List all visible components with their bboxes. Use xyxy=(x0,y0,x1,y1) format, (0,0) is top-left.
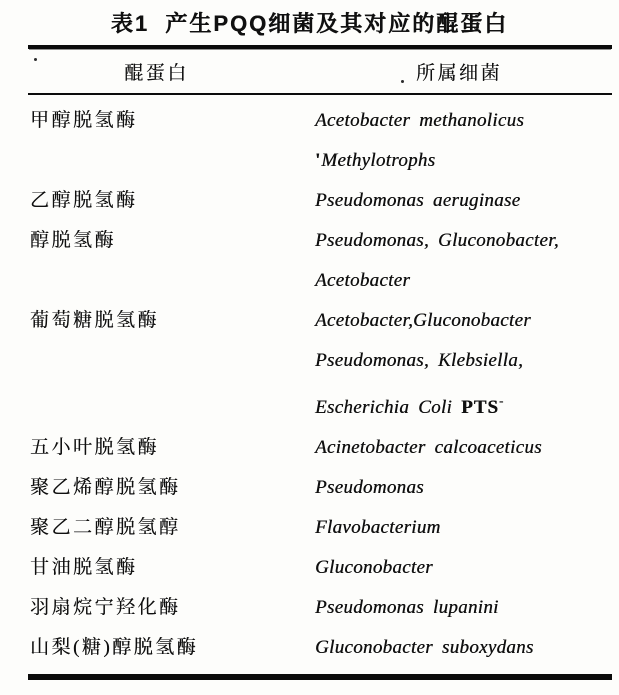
table-header-row xyxy=(0,49,619,93)
bacteria-cell xyxy=(315,301,619,428)
bacteria-cell xyxy=(315,548,619,588)
bacteria-name-segment: Pseudomonas, Gluconobacter, xyxy=(315,230,559,251)
bacteria-line xyxy=(315,381,619,428)
protein-name: 甘油脱氢酶 xyxy=(30,557,138,578)
table-row xyxy=(30,181,619,221)
bacteria-name-segment: Acinetobacter calcoaceticus xyxy=(315,437,542,458)
table-row xyxy=(30,508,619,548)
bacteria-cell xyxy=(315,221,619,301)
table-row xyxy=(30,548,619,588)
header-protein-column: 醌蛋白 xyxy=(124,62,189,84)
scan-speck xyxy=(401,80,404,83)
protein-name: 五小叶脱氢酶 xyxy=(30,437,160,458)
bacteria-name-segment: Pseudomonas aeruginase xyxy=(315,190,521,211)
table-row xyxy=(30,628,619,668)
bacteria-cell xyxy=(315,628,619,668)
table-row xyxy=(30,101,619,181)
bacteria-line xyxy=(315,588,619,628)
bacteria-name-segment: Acetobacter methanolicus xyxy=(315,110,525,131)
bacteria-line xyxy=(315,141,619,181)
bacteria-name-segment: Pseudomonas xyxy=(315,477,424,498)
table-body xyxy=(0,95,619,668)
bacteria-line xyxy=(315,628,619,668)
bacteria-name-segment: Gluconobacter xyxy=(315,557,433,578)
bacteria-line xyxy=(315,548,619,588)
table-row xyxy=(30,428,619,468)
bacteria-name-segment: Escherichia Coli xyxy=(315,397,462,418)
bacteria-cell xyxy=(315,468,619,508)
bacteria-line xyxy=(315,101,619,141)
protein-name: 山梨(糖)醇脱氢酶 xyxy=(30,637,199,658)
bacteria-line xyxy=(315,301,619,341)
bacteria-line xyxy=(315,261,619,301)
bacteria-cell xyxy=(315,428,619,468)
scan-speck xyxy=(34,58,37,61)
bacteria-line xyxy=(315,341,619,381)
table-title: 表1 产生PQQ细菌及其对应的醌蛋白 xyxy=(110,11,509,36)
bacteria-line xyxy=(315,508,619,548)
protein-name: 甲醇脱氢酶 xyxy=(30,110,138,131)
bacteria-line xyxy=(315,221,619,261)
bacteria-name-segment: PTS xyxy=(461,397,499,418)
bacteria-name-segment: Gluconobacter suboxydans xyxy=(315,637,534,658)
bacteria-name-segment: Flavobacterium xyxy=(315,517,441,538)
bacteria-name-segment: Pseudomonas lupanini xyxy=(315,597,499,618)
protein-name: 聚乙二醇脱氢醇 xyxy=(30,517,181,538)
bacteria-cell xyxy=(315,508,619,548)
protein-name: 葡萄糖脱氢酶 xyxy=(30,310,160,331)
bacteria-cell xyxy=(315,588,619,628)
bacteria-cell xyxy=(315,101,619,181)
bacteria-line xyxy=(315,181,619,221)
bacteria-line xyxy=(315,468,619,508)
bacteria-name-segment: ' xyxy=(315,150,322,171)
bacteria-name-segment: Acetobacter,Gluconobacter xyxy=(315,310,531,331)
table-row xyxy=(30,301,619,428)
protein-name: 羽扇烷宁羟化酶 xyxy=(30,597,181,618)
protein-name: 乙醇脱氢酶 xyxy=(30,190,138,211)
protein-name: 聚乙烯醇脱氢酶 xyxy=(30,477,181,498)
protein-name: 醇脱氢酶 xyxy=(30,230,117,251)
table-row xyxy=(30,588,619,628)
header-bacteria-column: 所属细菌 xyxy=(415,62,502,84)
table-bottom-rule xyxy=(28,674,612,680)
table-row xyxy=(30,468,619,508)
table-row xyxy=(30,221,619,301)
bacteria-name-segment: Acetobacter xyxy=(315,270,411,291)
bacteria-cell xyxy=(315,181,619,221)
bacteria-name-segment: Methylotrophs xyxy=(321,150,436,171)
superscript-minus: - xyxy=(498,393,504,408)
bacteria-name-segment: Pseudomonas, Klebsiella, xyxy=(315,350,524,371)
bacteria-line xyxy=(315,428,619,468)
